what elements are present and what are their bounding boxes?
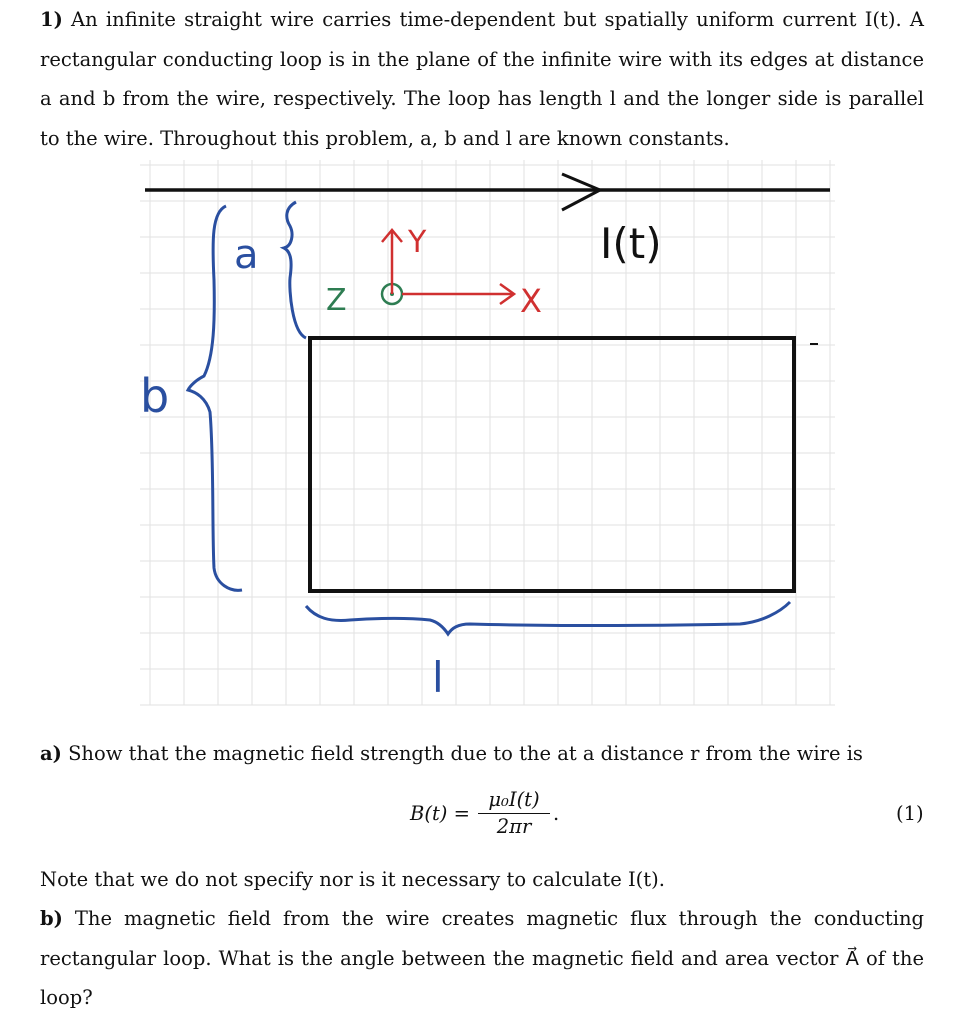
equation-number: (1) (896, 802, 924, 825)
problem-intro-text: An infinite straight wire carries time-dependent but spatially uniform current I(t). A rectangular conducting loop is in the plane of the infinite wire with its edges at distance a and b from the wire, respectively. The loop has length l and the longer side is parallel to the wire. Throughout this problem, a, b and l are known constants. (40, 8, 924, 150)
label-b: b (140, 369, 170, 423)
equation-fraction (478, 788, 550, 840)
current-arrow-icon (562, 174, 600, 210)
equation-denominator: 2πr (496, 815, 532, 838)
axis-z-label: Z (326, 283, 347, 318)
problem-intro (40, 0, 924, 158)
part-b-text: The magnetic field from the wire creates magnetic flux through the conducting rectangular loop. What is the angle between the magnetic field and area vector A⃗ of the loop? (40, 907, 925, 1009)
part-b-label: b) (40, 907, 63, 930)
axis-y-label: Y (408, 225, 427, 260)
equation-lhs: B(t) = (410, 802, 470, 825)
axis-x-label: X (520, 282, 542, 320)
problem-number: 1) (40, 8, 63, 31)
equation-numerator: μ₀I(t) (478, 788, 550, 814)
part-a-text: Show that the magnetic field strength due to the at a distance r from the wire is (68, 742, 863, 765)
problem-figure (0, 160, 960, 720)
note-text: Note that we do not specify nor is it necessary to calculate I(t). (40, 868, 665, 891)
brace-l-icon (306, 602, 790, 634)
conducting-loop (310, 338, 794, 591)
part-a-label: a) (40, 742, 62, 765)
equation-end: . (553, 802, 560, 825)
equation-1 (0, 786, 960, 846)
part-b (40, 899, 924, 1018)
label-a: a (234, 232, 259, 278)
brace-a-icon (284, 202, 306, 338)
part-a (40, 734, 924, 774)
label-l: l (432, 653, 444, 702)
current-label: I(t) (600, 219, 662, 268)
